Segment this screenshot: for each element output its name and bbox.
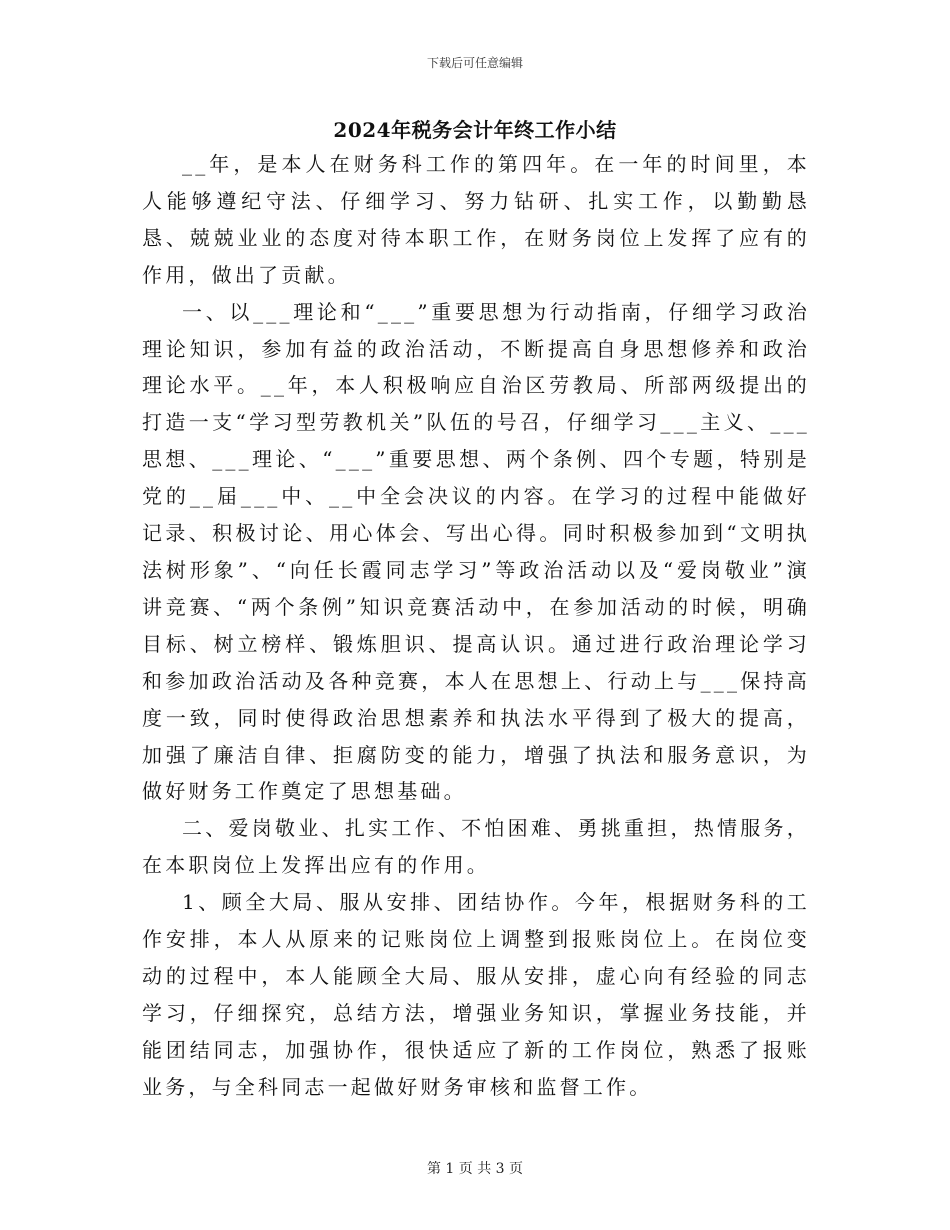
document-body <box>142 146 810 1106</box>
paragraph-item-1: 1、顾全大局、服从安排、团结协作。今年，根据财务科的工作安排，本人从原来的记账岗位上调整到报账岗位上。在岗位变动的过程中，本人能顾全大局、服从安排，虚心向有经验的同志学习，仔细探究，总结方法，增强业务知识，掌握业务技能，并能团结同志，加强协作，很快适应了新的工作岗位，熟悉了报账业务，与全科同志一起做好财务审核和监督工作。 <box>142 890 810 1099</box>
paragraph-section-1: 一、以___理论和“___”重要思想为行动指南，仔细学习政治理论知识，参加有益的政治活动，不断提高自身思想修养和政治理论水平。__年，本人积极响应自治区劳教局、所部两级提出的打造一支“学习型劳教机关”队伍的号召，仔细学习___主义、___思想、___理论、“___”重要思想、两个条例、四个专题，特别是党的__届___中、__中全会决议的内容。在学习的过程中能做好记录、积极讨论、用心体会、写出心得。同时积极参加到“文明执法树形象”、“向任长霞同志学习”等政治活动以及“爱岗敬业”演讲竞赛、“两个条例”知识竞赛活动中，在参加活动的时候，明确目标、树立榜样、锻炼胆识、提高认识。通过进行政治理论学习和参加政治活动及各种竞赛，本人在思想上、行动上与___保持高度一致，同时使得政治思想素养和执法水平得到了极大的提高，加强了廉洁自律、拒腐防变的能力，增强了执法和服务意识，为做好财务工作奠定了思想基础。 <box>142 299 810 804</box>
paragraph-intro: __年，是本人在财务科工作的第四年。在一年的时间里，本人能够遵纪守法、仔细学习、努力钻研、扎实工作，以勤勤恳恳、兢兢业业的态度对待本职工作，在财务岗位上发挥了应有的作用，做出了贡献。 <box>142 152 810 287</box>
paragraph-section-2: 二、爱岗敬业、扎实工作、不怕困难、勇挑重担，热情服务，在本职岗位上发挥出应有的作用。 <box>142 816 810 878</box>
page-indicator: 第 1 页 共 3 页 <box>426 1161 524 1177</box>
document-title: 2024年税务会计年终工作小结 <box>333 118 617 142</box>
header-note: 下载后可任意编辑 <box>426 56 523 70</box>
